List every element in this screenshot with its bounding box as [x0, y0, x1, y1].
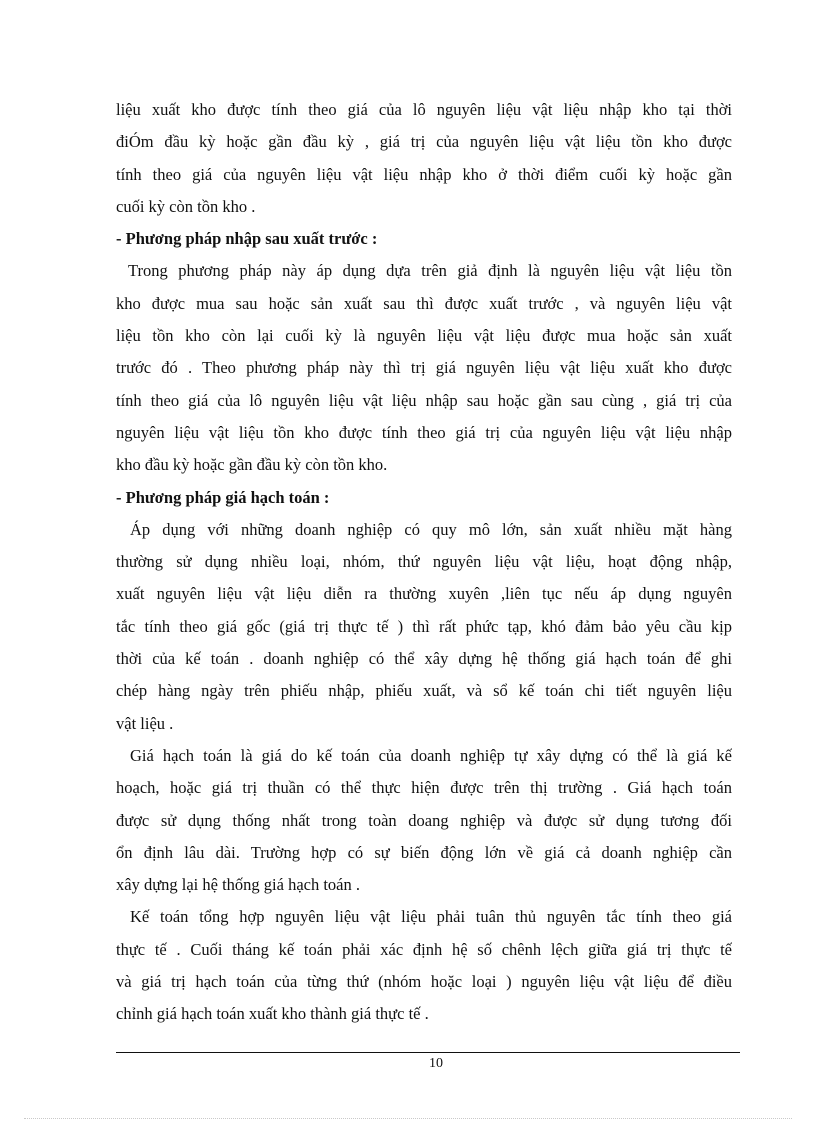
document-body [116, 94, 732, 1031]
text-line: liệu tồn kho còn lại cuối kỳ là nguyên liệu vật liệu được mua hoặc sản xuất [116, 326, 732, 346]
text-line: vật liệu . [116, 713, 174, 733]
text-line: tắc tính theo giá gốc (giá trị thực tế ) thì rất phức tạp, khó đảm bảo yêu cầu kịp [116, 616, 732, 636]
text-line: kho được mua sau hoặc sản xuất sau thì được xuất trước , và nguyên liệu vật [116, 293, 732, 313]
text-line: ổn định lâu dài. Trường hợp có sự biến động lớn về giá cả doanh nghiệp cần [116, 842, 732, 862]
text-line: xây dựng lại hệ thống giá hạch toán . [116, 875, 361, 895]
text-line: chép hàng ngày trên phiếu nhập, phiếu xuất, và sổ kế toán chi tiết nguyên liệu [116, 681, 732, 701]
text-line: điÓm đầu kỳ hoặc gần đầu kỳ , giá trị của nguyên liệu vật liệu tồn kho được [116, 132, 732, 152]
text-line: được sử dụng thống nhất trong toàn doang nghiệp và được sử dụng tương đối [116, 810, 732, 830]
text-line: và giá trị hạch toán của từng thứ (nhóm hoặc loại ) nguyên liệu vật liệu để điều [116, 972, 732, 992]
text-line: hoạch, hoặc giá trị thuần có thể thực hiện được trên thị trường . Giá hạch toán [116, 778, 732, 798]
text-line: liệu xuất kho được tính theo giá của lô nguyên liệu vật liệu nhập kho tại thời [116, 100, 732, 119]
footer-divider [116, 1052, 740, 1053]
text-line: tính theo giá của nguyên liệu vật liệu nhập kho ở thời điểm cuối kỳ hoặc gần [116, 164, 732, 184]
text-line: nguyên liệu vật liệu tồn kho được tính theo giá trị của nguyên liệu vật liệu nhập [116, 422, 732, 442]
text-line: kho đầu kỳ hoặc gần đầu kỳ còn tồn kho. [116, 455, 388, 475]
page-bottom-border [24, 1118, 792, 1119]
section-heading: - Phương pháp giá hạch toán : [116, 487, 330, 507]
text-line: Kế toán tổng hợp nguyên liệu vật liệu phải tuân thủ nguyên tắc tính theo giá [130, 907, 732, 927]
text-line: trước đó . Theo phương pháp này thì trị giá nguyên liệu vật liệu xuất kho được [116, 358, 732, 378]
text-line: cuối kỳ còn tồn kho . [116, 196, 256, 216]
text-line: Trong phương pháp này áp dụng dựa trên giả định là nguyên liệu vật liệu tồn [128, 261, 732, 281]
text-line: thường sử dụng nhiều loại, nhóm, thứ nguyên liệu vật liệu, hoạt động nhập, [116, 552, 732, 572]
page-number: 10 [429, 1056, 443, 1071]
section-heading: - Phương pháp nhập sau xuất trước : [116, 229, 378, 249]
text-line: tính theo giá của lô nguyên liệu vật liệu nhập sau hoặc gần sau cùng , giá trị của [116, 390, 732, 410]
text-line: thời của kế toán . doanh nghiệp có thể xây dựng hệ thống giá hạch toán để ghi [116, 649, 732, 669]
text-line: Áp dụng với những doanh nghiệp có quy mô lớn, sản xuất nhiều mặt hàng [130, 519, 732, 539]
text-line: xuất nguyên liệu vật liệu diễn ra thường xuyên ,liên tục nếu áp dụng nguyên [116, 584, 732, 604]
text-line: Giá hạch toán là giá do kế toán của doanh nghiệp tự xây dựng có thể là giá kế [130, 745, 732, 765]
text-line: chỉnh giá hạch toán xuất kho thành giá thực tế . [116, 1004, 429, 1024]
text-line: thực tế . Cuối tháng kế toán phải xác định hệ số chênh lệch giữa giá trị thực tế [116, 939, 732, 959]
